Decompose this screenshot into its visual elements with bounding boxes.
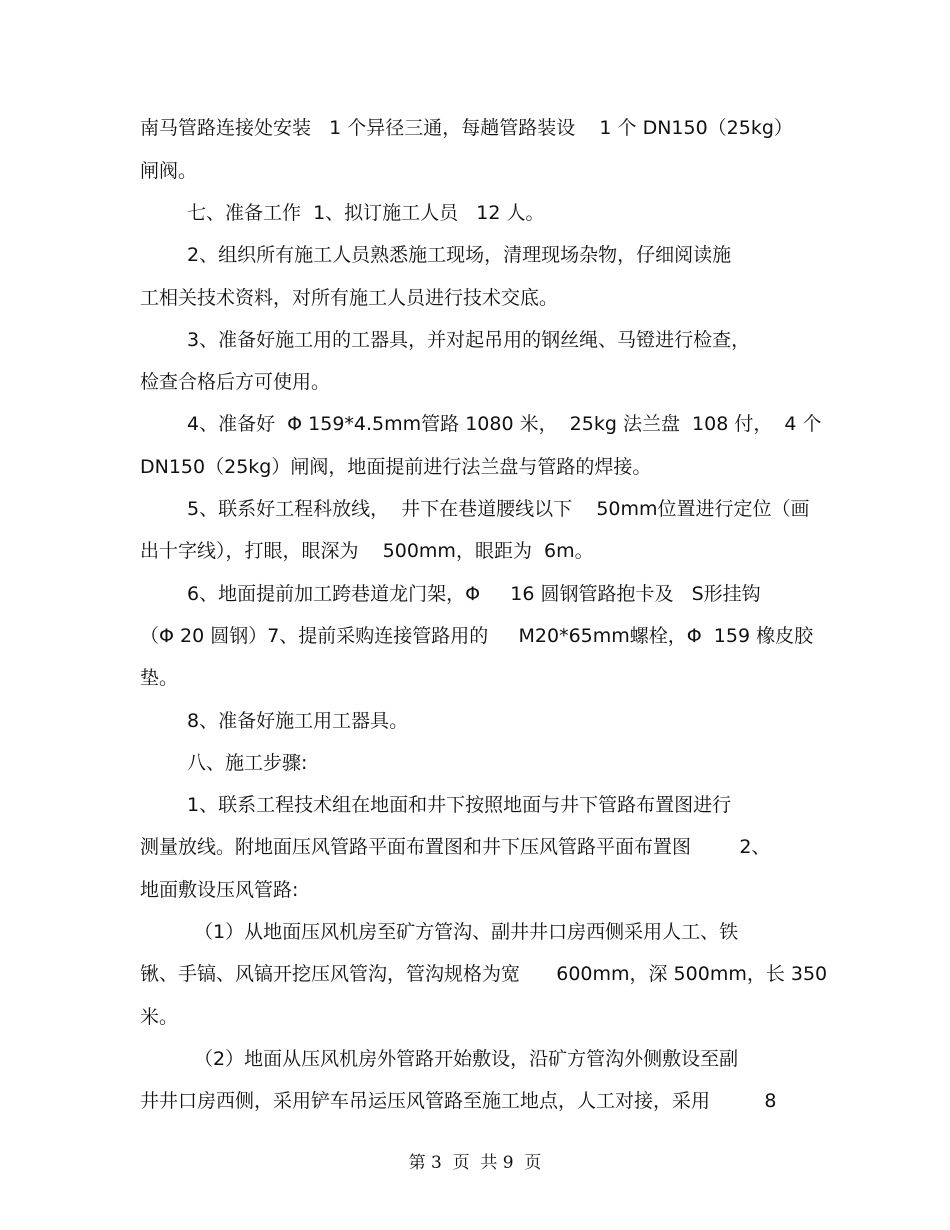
text-line: 地面敷设压风管路: [140, 879, 299, 901]
text-line: 2、组织所有施工人员熟悉施工现场，清理现场杂物，仔细阅读施 [187, 244, 732, 266]
text-line: 米。 [140, 1006, 179, 1028]
text-line: 出十字线），打眼，眼深为 500mm，眼距为 6m。 [140, 540, 594, 562]
text-line: 6、地面提前加工跨巷道龙门架，Φ 16 圆钢管路抱卡及 S形挂钩 [187, 583, 761, 605]
text-line: 南马管路连接处安装 1 个异径三通，每趟管路装设 1 个 DN150（25kg） [140, 117, 793, 139]
text-line: 4、准备好 Φ 159*4.5mm管路 1080 米， 25kg 法兰盘 108 付， 4 个 [187, 413, 822, 435]
text-line: 8、准备好施工用工器具。 [187, 710, 409, 732]
text-line: 垫。 [140, 667, 179, 689]
text-line: （2）地面从压风机房外管路开始敷设，沿矿方管沟外侧敷设至副 [194, 1048, 739, 1070]
text-line: 测量放线。附地面压风管路平面布置图和井下压风管路平面布置图 2、 [140, 836, 771, 858]
text-line: 3、准备好施工用的工器具，并对起吊用的钢丝绳、马镫进行检查， [187, 329, 751, 351]
text-line: 1、联系工程技术组在地面和井下按照地面与井下管路布置图进行 [187, 794, 732, 816]
text-line: 七、准备工作 1、拟订施工人员 12 人。 [187, 202, 545, 224]
text-line: 5、联系好工程科放线， 井下在巷道腰线以下 50mm位置进行定位（画 [187, 498, 810, 520]
text-line: 检查合格后方可使用。 [140, 371, 331, 393]
text-line: （Φ 20 圆钢）7、提前采购连接管路用的 M20*65mm螺栓，Φ 159 橡皮胶 [140, 625, 814, 647]
text-line: 闸阀。 [140, 160, 198, 182]
page-number-footer: 第 3 页 共 9 页 [408, 1153, 542, 1173]
text-line: 工相关技术资料，对所有施工人员进行技术交底。 [140, 287, 559, 309]
text-line: 八、施工步骤: [187, 752, 308, 774]
text-line: （1）从地面压风机房至矿方管沟、副井井口房西侧采用人工、铁 [194, 921, 739, 943]
text-line: DN150（25kg）闸阀，地面提前进行法兰盘与管路的焊接。 [140, 456, 652, 478]
text-line: 井井口房西侧，采用铲车吊运压风管路至施工地点，人工对接，采用 8 [140, 1090, 777, 1112]
text-line: 锹、手镐、风镐开挖压风管沟，管沟规格为宽 600mm，深 500mm，长 350 [140, 963, 828, 985]
